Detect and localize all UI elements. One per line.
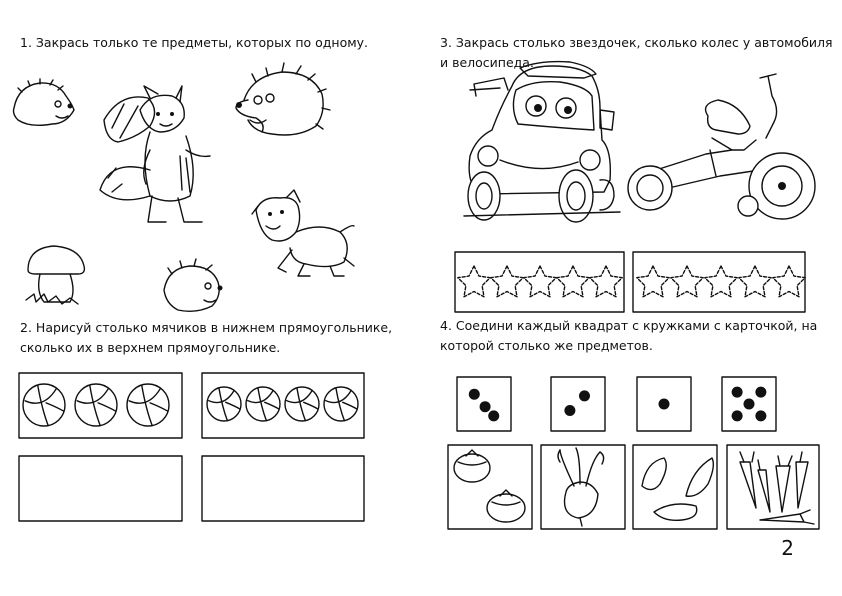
card-cucumbers[interactable] [633,445,717,529]
draw-box-right[interactable] [202,456,364,521]
dice-dot [755,410,766,421]
cucumbers-picture [642,458,713,520]
dice-dot [732,387,743,398]
hedgehog-third-picture[interactable] [164,259,223,311]
stars-box-right [633,252,805,312]
star-shape[interactable] [557,266,589,297]
dice-dot [579,390,590,401]
dice-dot [755,387,766,398]
task-4-text: Соедини каждый квадрат с кружками с карточкой, на которой столько же предметов. [440,318,818,353]
dice-card-5[interactable] [722,377,776,431]
tricycle-picture[interactable] [628,74,815,219]
turnip-picture [558,448,604,526]
star-shape[interactable] [705,266,737,297]
ball-picture [23,384,65,426]
car-picture[interactable] [464,62,620,222]
star-shape[interactable] [524,266,556,297]
star-shape[interactable] [637,266,669,297]
page-number: 2 [781,536,794,560]
dice-dot [469,389,480,400]
dice-dot [659,399,670,410]
ball-picture [324,387,358,421]
dice-dot [488,410,499,421]
star-shape[interactable] [739,266,771,297]
dice-dot [480,401,491,412]
card-carrots[interactable] [727,445,819,529]
dog-picture[interactable] [252,190,354,276]
task-4-number: 4. [440,318,452,333]
star-shape[interactable] [458,266,490,297]
fox-picture[interactable] [100,86,210,222]
tomatoes-picture [454,450,525,522]
star-shape[interactable] [671,266,703,297]
task-1-number: 1. [20,35,32,50]
hedgehog-big-picture[interactable] [236,63,330,135]
ball-picture [75,384,117,426]
ball-picture [207,387,241,421]
task-2-number: 2. [20,320,32,335]
dice-dot [564,405,575,416]
star-shape[interactable] [491,266,523,297]
carrots-picture [740,452,814,524]
star-shape[interactable] [773,266,805,297]
dice-card-1[interactable] [637,377,691,431]
task-3-number: 3. [440,35,452,50]
hedgehog-small-picture[interactable] [14,79,75,125]
draw-box-left[interactable] [19,456,182,521]
mushroom-picture[interactable] [26,246,84,304]
ball-picture [285,387,319,421]
dice-dot [744,399,755,410]
ball-picture [127,384,169,426]
dice-dot [732,410,743,421]
task-2-text: Нарисуй столько мячиков в нижнем прямоугольнике, сколько их в верхнем прямоугольнике. [20,320,393,355]
dice-card-2[interactable] [551,377,605,431]
task-1-text: Закрась только те предметы, которых по одному. [35,35,369,50]
star-shape[interactable] [590,266,622,297]
ball-picture [246,387,280,421]
dice-card-3[interactable] [457,377,511,431]
stars-box-left [455,252,624,312]
task-3-text: Закрась столько звездочек, сколько колес у автомобиля и велосипеда. [440,35,833,70]
